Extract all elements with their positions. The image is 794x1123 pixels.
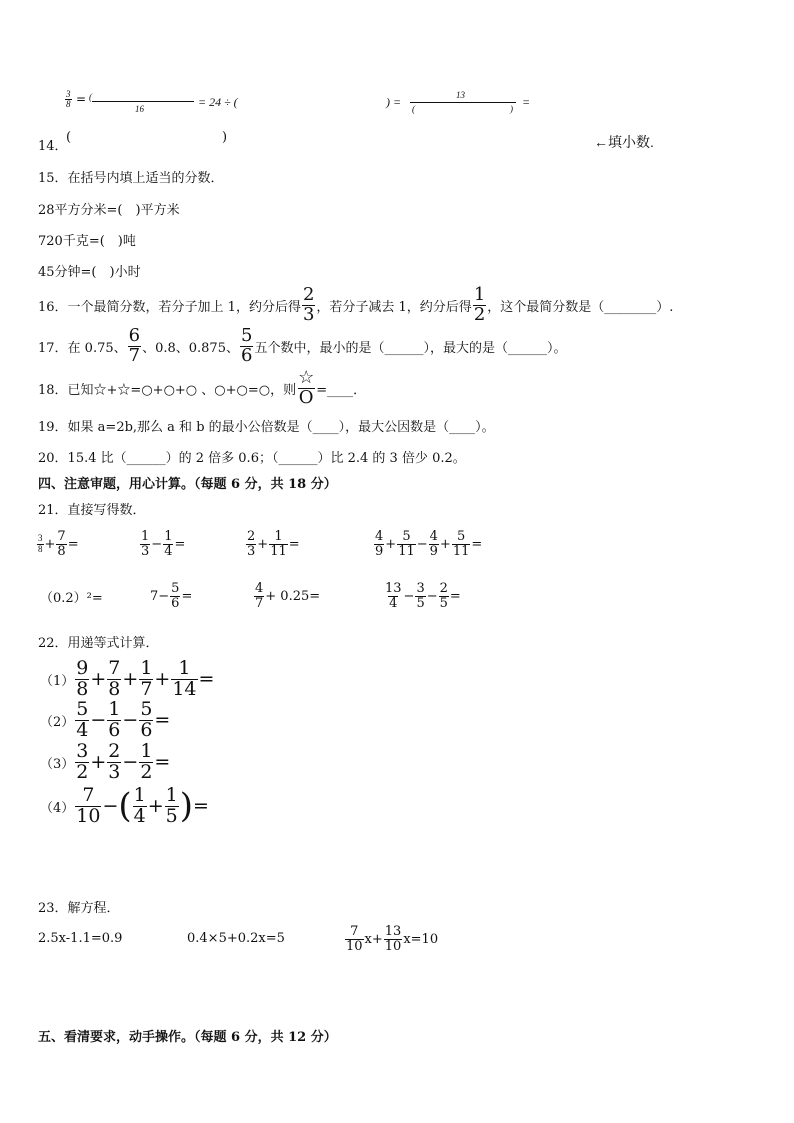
fraction: $\frac{5}{11}$ — [398, 528, 415, 559]
fraction: $\frac{1}{6}$ — [108, 697, 121, 741]
fraction: $\frac{1}{4}$ — [164, 528, 173, 559]
q13-rp: ) = — [386, 95, 402, 109]
q13-box1-open: ( — [89, 92, 92, 102]
fraction: $\frac{2}{5}$ — [439, 580, 448, 611]
section-4-title: 四、注意审题，用心计算。（每题 6 分，共 18 分） — [38, 477, 337, 492]
fraction: $\frac{3}{8}$ — [66, 89, 71, 110]
q21-title: 21．直接写得数． — [38, 503, 146, 518]
q16: 16．一个最简分数，若分子加上 1，约分后得 2 3 ，若分子减去 1，约分后得 1 2 ，这个最简分数是（________）. — [38, 283, 674, 325]
q14-number: 14． — [38, 139, 68, 154]
q22-title: 22．用递等式计算． — [38, 636, 159, 651]
q21-expr-6: 7− $\frac{5}{6}$ = — [150, 580, 193, 611]
fraction: $\frac{1}{7}$ — [140, 656, 153, 700]
q22-part-1: （1） 9 8 + $\frac{7}{8}$ + $\frac{1}{7}$ + $\frac{1}{14}$ = — [40, 656, 215, 700]
fraction: 1 4 — [133, 783, 146, 827]
q19: 19．如果 a=2b,那么 a 和 b 的最小公倍数是（____），最大公因数是（____）。 — [38, 420, 495, 435]
q13-mid: = 24 ÷ ( — [198, 95, 238, 109]
q14-hint: ←填小数. — [594, 134, 654, 150]
fraction: 3 8 — [38, 533, 43, 554]
q14-lp: ( — [66, 130, 72, 145]
fraction: $\frac{7}{8}$ — [57, 528, 66, 559]
fraction: 9 8 — [76, 656, 89, 700]
q23-eq-3: 7 10 x+ $\frac{13}{10}$ x=10 — [346, 923, 439, 954]
fraction: $\frac{2}{3}$ — [108, 739, 121, 783]
q17: 17．在 0.75、 6 7 、0.8、0.875、 5 6 五个数中，最小的是（______），最大的是（______）。 — [38, 324, 567, 366]
fraction: $\frac{7}{8}$ — [108, 656, 121, 700]
fraction: $\frac{13}{10}$ — [384, 923, 402, 954]
fraction: $\frac{1}{2}$ — [140, 739, 153, 783]
q15-line1: 28平方分米=( )平方米 — [38, 203, 180, 218]
q15-line3: 45分钟=( )小时 — [38, 265, 141, 280]
q13-box2-line — [410, 102, 516, 103]
fraction: $\frac{1}{5}$ — [165, 783, 178, 827]
fraction: 7 10 — [76, 783, 101, 827]
fraction: ☆ O — [298, 366, 315, 408]
q13-line: $\frac{3}{8}$ = — [66, 89, 87, 110]
q21-expr-1: 3 8 + $\frac{7}{8}$ = — [38, 528, 79, 559]
q13-box2-rp: ) — [510, 104, 513, 114]
fraction: $\frac{3}{5}$ — [416, 580, 425, 611]
q23-eq-2: 0.4×5+0.2x=5 — [187, 931, 285, 946]
fraction: 1 2 — [473, 283, 486, 325]
fraction: $\frac{1}{11}$ — [270, 528, 287, 559]
q15-title: 15．在括号内填上适当的分数． — [38, 171, 224, 186]
q21-expr-5: （0.2）²= — [40, 591, 103, 606]
q13-box1-line — [92, 101, 194, 102]
fraction: 5 6 — [240, 324, 253, 366]
q18: 18．已知☆+☆=○+○+○ 、○+○=○，则 ☆ O =____． — [38, 366, 367, 408]
q13-eq-end: = — [522, 95, 531, 109]
fraction: $\frac{5}{6}$ — [171, 580, 180, 611]
q22-part-4: （4） 7 10 − ( 1 4 + $\frac{1}{5}$ ) = — [40, 783, 209, 827]
fraction: 4 7 — [255, 580, 264, 611]
fraction: $\frac{1}{14}$ — [172, 656, 197, 700]
fraction: 7 10 — [346, 923, 363, 954]
q15-line2: 720千克=( )吨 — [38, 234, 136, 249]
q21-expr-8: 13 4 − $\frac{3}{5}$ − $\frac{2}{5}$ = — [385, 580, 461, 611]
fraction: $\frac{5}{11}$ — [452, 528, 470, 559]
q21-expr-7: 4 7 + 0.25= — [255, 580, 321, 611]
q13-box1-den: 16 — [135, 104, 144, 114]
q14-rp: ) — [222, 130, 228, 145]
q22-part-2: （2） 5 4 − $\frac{1}{6}$ − $\frac{5}{6}$ = — [40, 697, 171, 741]
q21-expr-4: 4 9 + $\frac{5}{11}$ − $\frac{4}{9}$ + $\frac{5}{11}$ = — [375, 528, 483, 559]
fraction: 5 4 — [76, 697, 89, 741]
fraction: $\frac{5}{6}$ — [140, 697, 153, 741]
q21-expr-3: 2 3 + $\frac{1}{11}$ = — [247, 528, 300, 559]
q22-part-3: （3） 3 2 + $\frac{2}{3}$ − $\frac{1}{2}$ = — [40, 739, 171, 783]
fraction: 2 3 — [247, 528, 256, 559]
q21-expr-2: 1 3 − $\frac{1}{4}$ = — [141, 528, 186, 559]
fraction: 2 3 — [302, 283, 315, 325]
fraction: 4 9 — [375, 528, 384, 559]
fraction: 6 7 — [128, 324, 141, 366]
q13-num13: 13 — [456, 90, 465, 100]
fraction: 3 2 — [76, 739, 89, 783]
fraction: $\frac{4}{9}$ — [429, 528, 438, 559]
fraction: 13 4 — [385, 580, 402, 611]
fraction: 1 3 — [141, 528, 150, 559]
q20: 20．15.4 比（______）的 2 倍多 0.6；（______）比 2.4 的 3 倍少 0.2。 — [38, 451, 466, 466]
q23-eq-1: 2.5x-1.1=0.9 — [38, 931, 123, 946]
q23-title: 23．解方程． — [38, 901, 120, 916]
section-5-title: 五、看清要求，动手操作。（每题 6 分，共 12 分） — [38, 1030, 337, 1045]
q13-box2-lp: ( — [412, 104, 415, 114]
